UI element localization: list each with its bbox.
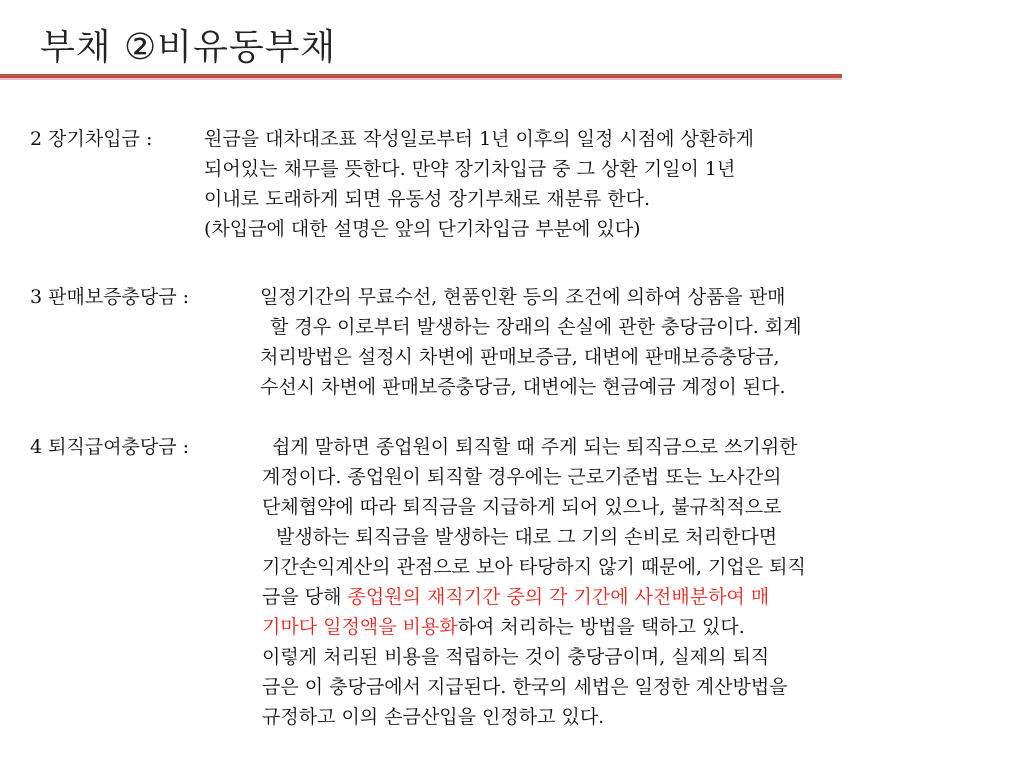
entry-term: 4 퇴직급여충당금 :	[30, 436, 190, 458]
description-text: 금을 당해	[262, 586, 348, 608]
slide-title: 부채 ②비유동부채	[40, 27, 337, 68]
description-line: 처리방법은 설정시 차변에 판매보증금, 대변에 판매보증충당금,	[260, 346, 780, 368]
entry-description	[262, 432, 806, 732]
entry-term: 3 판매보증충당금 :	[30, 286, 190, 308]
description-line: 이내로 도래하게 되면 유동성 장기부채로 재분류 한다.	[204, 188, 651, 210]
entry-term: 2 장기차입금 :	[30, 128, 153, 150]
description-line: 단체협약에 따라 퇴직금을 지급하게 되어 있으나, 불규칙적으로	[262, 496, 782, 518]
title-underline-shadow	[0, 78, 842, 80]
entry-retirement-allowance-provision	[30, 432, 806, 732]
description-line: 계정이다. 종업원이 퇴직할 경우에는 근로기준법 또는 노사간의	[262, 466, 782, 488]
description-text: 하여 처리하는 방법을 택하고 있다.	[457, 616, 745, 638]
highlighted-text: 기마다 일정액을 비용화	[262, 616, 458, 638]
description-line	[262, 582, 806, 612]
description-line: 수선시 차변에 판매보증충당금, 대변에는 현금예금 계정이 된다.	[260, 376, 786, 398]
description-line: 일정기간의 무료수선, 현품인환 등의 조건에 의하여 상품을 판매	[260, 286, 786, 308]
entry-long-term-borrowings	[30, 124, 754, 244]
description-line: 쉽게 말하면 종업원이 퇴직할 때 주게 되는 퇴직금으로 쓰기위한	[272, 436, 798, 458]
description-line: 할 경우 이로부터 발생하는 장래의 손실에 관한 충당금이다. 회계	[270, 316, 802, 338]
description-line: (차입금에 대한 설명은 앞의 단기차입금 부분에 있다)	[204, 218, 641, 240]
entry-description	[204, 124, 754, 244]
entry-warranty-provision	[30, 282, 802, 402]
entry-description	[260, 282, 802, 402]
description-line: 규정하고 이의 손금산입을 인정하고 있다.	[262, 706, 605, 728]
description-line: 원금을 대차대조표 작성일로부터 1년 이후의 일정 시점에 상환하게	[204, 128, 754, 150]
description-line: 발생하는 퇴직금을 발생하는 대로 그 기의 손비로 처리한다면	[276, 526, 778, 548]
description-line	[262, 612, 806, 642]
description-line: 되어있는 채무를 뜻한다. 만약 장기차입금 중 그 상환 기일이 1년	[204, 158, 736, 180]
highlighted-text: 종업원의 재직기간 중의 각 기간에 사전배분하여 매	[347, 586, 770, 608]
description-line: 기간손익계산의 관점으로 보아 타당하지 않기 때문에, 기업은 퇴직	[262, 556, 806, 578]
description-line: 금은 이 충당금에서 지급된다. 한국의 세법은 일정한 계산방법을	[262, 676, 788, 698]
description-line: 이렇게 처리된 비용을 적립하는 것이 충당금이며, 실제의 퇴직	[262, 646, 770, 668]
